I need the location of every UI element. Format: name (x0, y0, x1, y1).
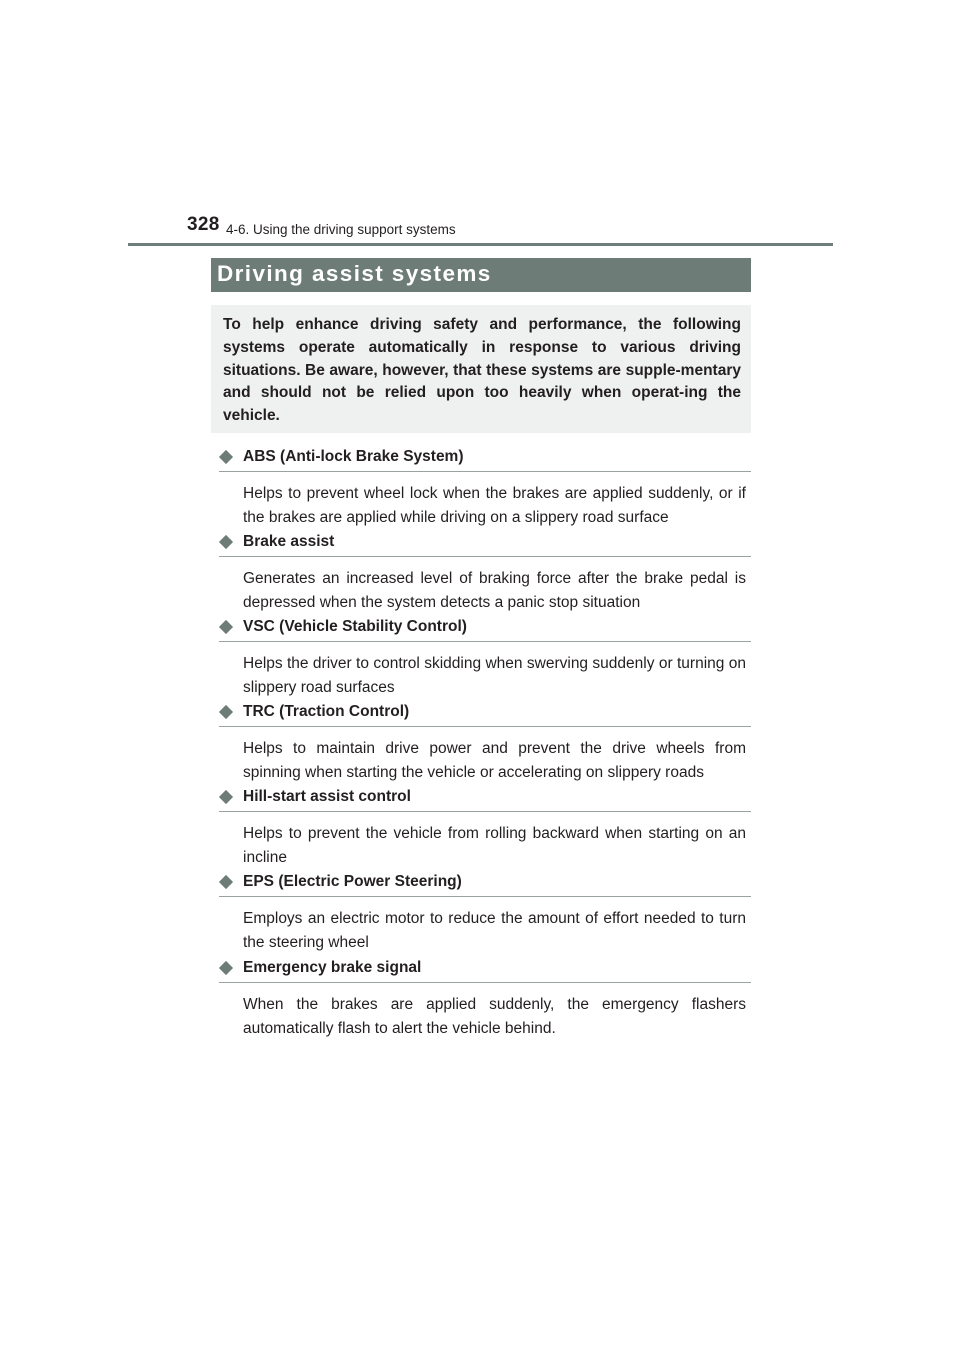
list-item-hill-start (219, 787, 751, 870)
item-heading (219, 617, 751, 642)
list-item-eps (219, 872, 751, 955)
item-title: EPS (Electric Power Steering) (243, 873, 462, 890)
intro-text: To help enhance driving safety and performance, the following systems operate automatically in response to various driving situations. Be aware, however, that these systems are supple-mentary and should not be relied upon too heavily when operat-ing the vehicle. (223, 316, 741, 425)
list-item-brake-assist (219, 532, 751, 615)
item-description: Generates an increased level of braking force after the brake pedal is depressed when the system detects a panic stop situation (243, 570, 746, 611)
item-description: Helps to prevent wheel lock when the brakes are applied suddenly, or if the brakes are applied while driving on a slippery road surface (243, 485, 746, 526)
section-breadcrumb: 4-6. Using the driving support systems (226, 222, 456, 237)
section-title-bar (211, 258, 751, 292)
item-heading (219, 787, 751, 812)
header-divider (128, 243, 833, 246)
item-title: Hill-start assist control (243, 788, 411, 805)
list-item-abs (219, 447, 751, 530)
item-description: When the brakes are applied suddenly, the emergency flashers automatically flash to alert the vehicle behind. (243, 996, 746, 1037)
diamond-bullet-icon (219, 450, 233, 464)
item-title: Emergency brake signal (243, 959, 422, 976)
item-description: Helps to maintain drive power and prevent the drive wheels from spinning when starting the vehicle or accelerating on slippery roads (243, 740, 746, 781)
item-title: TRC (Traction Control) (243, 703, 410, 720)
item-description: Employs an electric motor to reduce the amount of effort needed to turn the steering wheel (243, 910, 746, 951)
diamond-bullet-icon (219, 705, 233, 719)
item-title: Brake assist (243, 533, 335, 550)
diamond-bullet-icon (219, 535, 233, 549)
diamond-bullet-icon (219, 620, 233, 634)
item-heading (219, 958, 751, 983)
item-heading (219, 872, 751, 897)
item-title: VSC (Vehicle Stability Control) (243, 618, 467, 635)
item-heading (219, 447, 751, 472)
list-item-vsc (219, 617, 751, 700)
item-heading (219, 532, 751, 557)
item-title: ABS (Anti-lock Brake System) (243, 448, 464, 465)
list-item-trc (219, 702, 751, 785)
page-number: 328 (187, 214, 220, 235)
page-title: Driving assist systems (217, 261, 492, 286)
intro-box (211, 305, 751, 433)
diamond-bullet-icon (219, 961, 233, 975)
diamond-bullet-icon (219, 790, 233, 804)
item-heading (219, 702, 751, 727)
diamond-bullet-icon (219, 875, 233, 889)
list-item-emergency-brake-signal (219, 958, 751, 1041)
item-description: Helps the driver to control skidding when swerving suddenly or turning on slippery road surfaces (243, 655, 746, 696)
item-description: Helps to prevent the vehicle from rolling backward when starting on an incline (243, 825, 746, 866)
